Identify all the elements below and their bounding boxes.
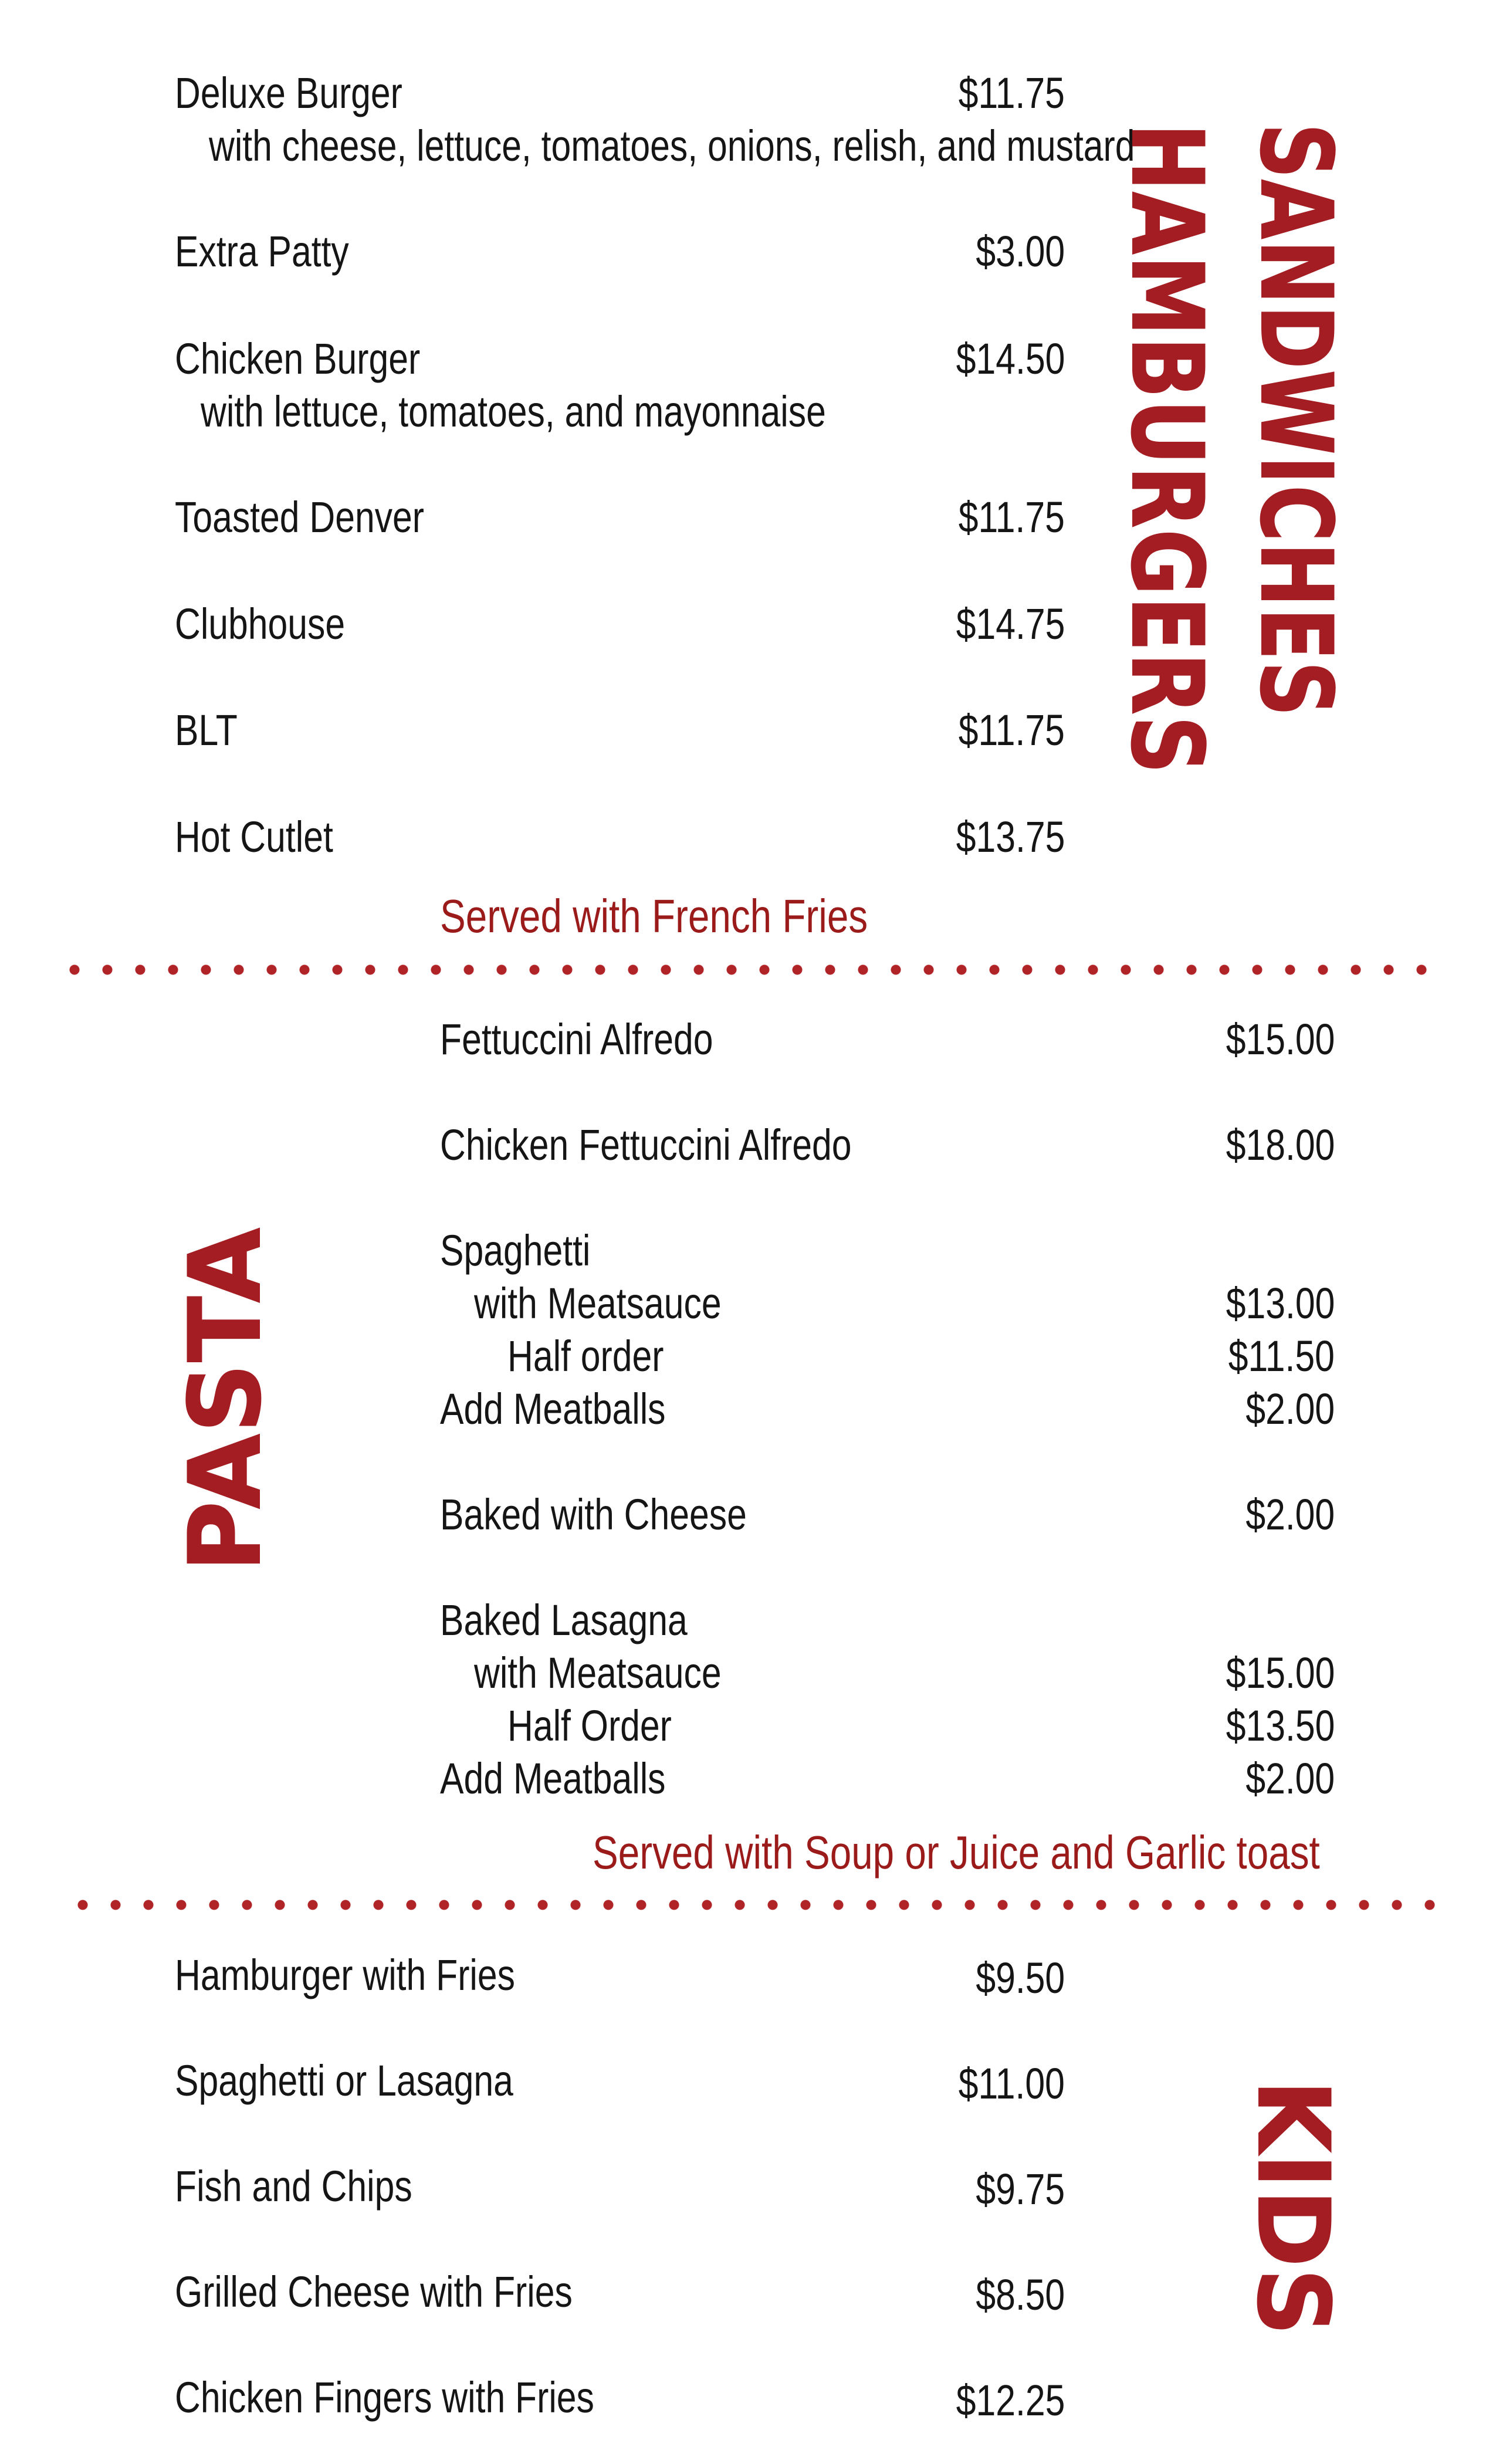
menu-item-price: $11.50	[1228, 1332, 1335, 1380]
section-heading-kids: KIDS	[1236, 2080, 1351, 2337]
menu-item-name: Half Order	[507, 1701, 672, 1750]
menu-item-price: $11.75	[958, 706, 1065, 754]
menu-item-name: with Meatsauce	[474, 1279, 722, 1328]
menu-item-name: Add Meatballs	[440, 1754, 666, 1803]
menu-item-name: Fish and Chips	[175, 2162, 412, 2211]
menu-item-name: Half order	[507, 1332, 664, 1380]
menu-item-name: Extra Patty	[175, 227, 349, 276]
section-heading-pasta: PASTA	[168, 1227, 283, 1572]
menu-item-name: Hot Cutlet	[175, 813, 333, 861]
menu-item-price: $9.50	[976, 1954, 1065, 2002]
menu-item-price: $12.25	[956, 2376, 1065, 2425]
menu-item-price: $11.00	[958, 2059, 1065, 2108]
menu-item-price: $2.00	[1245, 1385, 1335, 1433]
menu-item-price: $13.50	[1226, 1701, 1335, 1750]
menu-item-name: Grilled Cheese with Fries	[175, 2267, 573, 2316]
menu-item-price: $14.50	[956, 334, 1065, 383]
menu-item-price: $13.00	[1226, 1279, 1335, 1328]
menu-item-name: Deluxe Burger	[175, 69, 402, 117]
menu-item-name: Add Meatballs	[440, 1385, 666, 1433]
menu-item-price: $14.75	[956, 600, 1065, 648]
section-note: Served with Soup or Juice and Garlic toast	[593, 1826, 1320, 1879]
menu-item-price: $9.75	[976, 2165, 1065, 2213]
menu-item-name: Toasted Denver	[175, 493, 425, 541]
menu-item-name: Spaghetti or Lasagna	[175, 2056, 513, 2105]
menu-item-name: Clubhouse	[175, 600, 346, 648]
menu-item-name: Baked Lasagna	[440, 1596, 688, 1644]
menu-item-price: $2.00	[1245, 1754, 1335, 1803]
section-divider	[69, 964, 1436, 975]
menu-item-description: with cheese, lettuce, tomatoes, onions, relish, and mustard	[209, 121, 1135, 170]
menu-item-name: Chicken Fettuccini Alfredo	[440, 1121, 852, 1169]
section-heading-hamburgers: HAMBURGERS	[1109, 123, 1224, 775]
menu-item-name: Baked with Cheese	[440, 1490, 747, 1539]
menu-item-price: $8.50	[976, 2270, 1065, 2319]
section-divider	[77, 1900, 1444, 1910]
menu-item-price: $2.00	[1245, 1490, 1335, 1539]
menu-item-price: $11.75	[958, 493, 1065, 541]
menu-item-name: with Meatsauce	[474, 1649, 722, 1697]
menu-item-price: $3.00	[976, 227, 1065, 276]
menu-item-name: Fettuccini Alfredo	[440, 1015, 713, 1064]
menu-item-price: $18.00	[1226, 1121, 1335, 1169]
menu-item-price: $15.00	[1226, 1015, 1335, 1064]
menu-item-price: $13.75	[956, 813, 1065, 861]
menu-item-description: with lettuce, tomatoes, and mayonnaise	[201, 387, 826, 436]
menu-item-price: $11.75	[958, 69, 1065, 117]
menu-item-price: $15.00	[1226, 1649, 1335, 1697]
menu-item-name: Chicken Burger	[175, 334, 421, 383]
menu-item-name: Spaghetti	[440, 1226, 591, 1275]
menu-item-name: Chicken Fingers with Fries	[175, 2373, 594, 2422]
section-note: Served with French Fries	[440, 890, 868, 942]
menu-item-name: Hamburger with Fries	[175, 1951, 515, 1999]
section-heading-sandwiches: SANDWICHES	[1238, 123, 1353, 717]
menu-item-name: BLT	[175, 706, 238, 754]
